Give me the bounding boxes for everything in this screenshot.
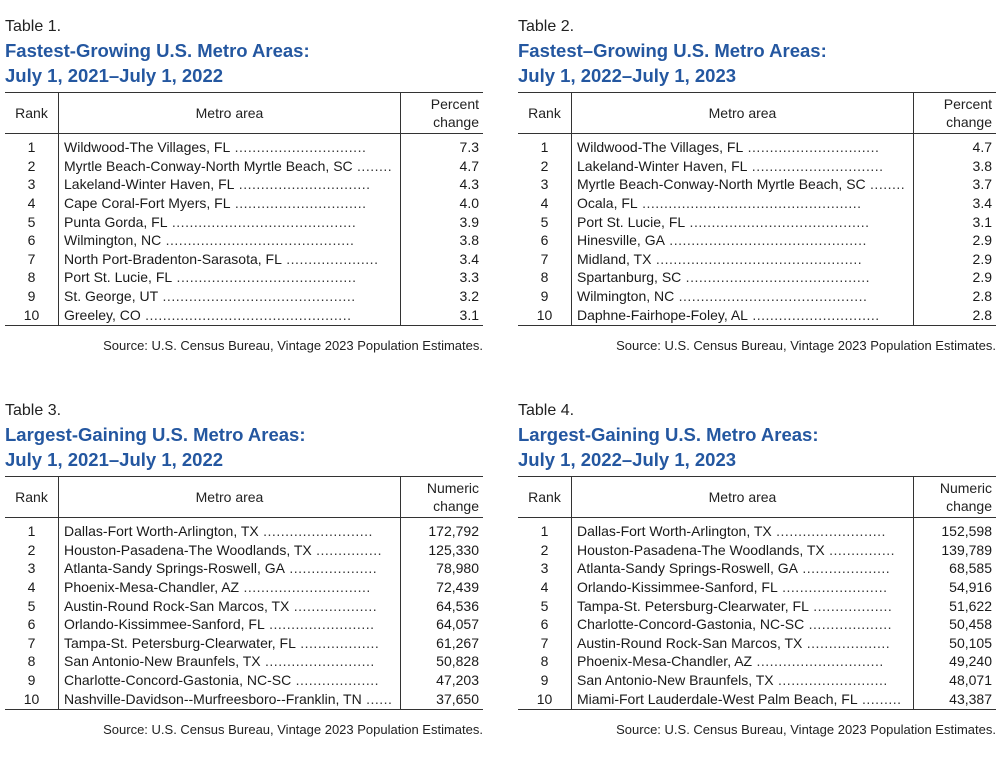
metro-column-header: Metro area: [572, 477, 914, 518]
rank-cell: 4: [518, 578, 572, 597]
metro-cell: [572, 578, 914, 597]
dot-leader: ..........................................: [167, 213, 357, 230]
dot-leader: ..............................: [743, 139, 880, 156]
metro-name: Orlando-Kissimmee-Sanford, FL: [577, 579, 778, 596]
rank-cell: 8: [518, 268, 572, 287]
table-row: [518, 634, 996, 653]
metro-name: Tampa-St. Petersburg-Clearwater, FL: [64, 634, 296, 651]
metro-cell: [59, 134, 401, 157]
rank-cell: 9: [518, 287, 572, 306]
value-cell: 2.9: [914, 268, 997, 287]
dot-leader: ...................: [291, 672, 379, 689]
value-cell: 2.9: [914, 231, 997, 250]
table-1-panel: [5, 16, 483, 353]
metro-name: Houston-Pasadena-The Woodlands, TX: [577, 541, 825, 558]
value-cell: 78,980: [401, 559, 484, 578]
metro-cell: [59, 268, 401, 287]
table-row: [518, 596, 996, 615]
table-row: [518, 287, 996, 306]
value-cell: 3.4: [914, 194, 997, 213]
dot-leader: ..................: [295, 634, 380, 651]
rank-cell: 4: [5, 194, 59, 213]
rank-cell: 5: [5, 212, 59, 231]
rank-cell: 10: [518, 305, 572, 325]
metro-name: Lakeland-Winter Haven, FL: [64, 176, 235, 193]
table-row: [5, 194, 483, 213]
dot-leader: .............................................: [664, 232, 867, 249]
rank-cell: 7: [5, 250, 59, 269]
dot-leader: ...........................................: [674, 288, 868, 305]
metro-name: Midland, TX: [577, 250, 652, 267]
rank-cell: 8: [5, 652, 59, 671]
dot-leader: .............................: [239, 579, 371, 596]
rank-cell: 6: [5, 615, 59, 634]
metro-cell: [59, 305, 401, 325]
dot-leader: ..............................: [230, 195, 367, 212]
metro-cell: [59, 596, 401, 615]
table-row: [5, 231, 483, 250]
value-cell: 50,828: [401, 652, 484, 671]
table-title: [518, 422, 996, 472]
value-cell: 3.2: [401, 287, 484, 306]
rank-cell: 3: [518, 175, 572, 194]
rank-cell: 2: [5, 541, 59, 560]
metro-cell: [59, 615, 401, 634]
metro-cell: [572, 134, 914, 157]
value-header-line-2: change: [433, 498, 479, 514]
table-title-line-1: Fastest-Growing U.S. Metro Areas:: [5, 40, 310, 61]
rank-cell: 10: [5, 689, 59, 709]
metro-name: Austin-Round Rock-San Marcos, TX: [64, 597, 290, 614]
dot-leader: ...............: [311, 541, 382, 558]
table-title: [5, 38, 483, 88]
table-row: [5, 268, 483, 287]
dot-leader: .........................................: [172, 269, 357, 286]
metro-name: Orlando-Kissimmee-Sanford, FL: [64, 616, 265, 633]
metro-cell: [59, 541, 401, 560]
value-column-header: [914, 93, 997, 134]
source-note: Source: U.S. Census Bureau, Vintage 2023 Population Estimates.: [103, 337, 483, 353]
metro-name: Atlanta-Sandy Springs-Roswell, GA: [577, 560, 798, 577]
table-title-line-1: Fastest–Growing U.S. Metro Areas:: [518, 40, 827, 61]
rank-cell: 2: [5, 157, 59, 176]
metro-cell: [59, 634, 401, 653]
rank-column-header: Rank: [5, 477, 59, 518]
table-row: [518, 134, 996, 157]
dot-leader: ............................................: [158, 288, 356, 305]
value-cell: 172,792: [401, 518, 484, 541]
rank-cell: 1: [5, 518, 59, 541]
dot-leader: ........: [352, 157, 393, 174]
rank-cell: 4: [518, 194, 572, 213]
metro-cell: [572, 518, 914, 541]
table-row: [5, 652, 483, 671]
metro-cell: [59, 689, 401, 709]
dot-leader: ...................: [804, 616, 892, 633]
dot-leader: .........................: [773, 672, 888, 689]
table-title-line-1: Largest-Gaining U.S. Metro Areas:: [518, 424, 819, 445]
metro-name: Dallas-Fort Worth-Arlington, TX: [64, 523, 259, 540]
dot-leader: ..........................................: [681, 269, 871, 286]
rank-cell: 8: [518, 652, 572, 671]
value-header-line-2: change: [433, 114, 479, 130]
table-row: [5, 559, 483, 578]
value-cell: 4.7: [914, 134, 997, 157]
table-row: [5, 175, 483, 194]
metro-name: Port St. Lucie, FL: [64, 269, 173, 286]
metro-cell: [572, 615, 914, 634]
metro-name: Hinesville, GA: [577, 232, 665, 249]
metro-name: Charlotte-Concord-Gastonia, NC-SC: [64, 672, 292, 689]
value-cell: 43,387: [914, 689, 997, 709]
table-row: [5, 689, 483, 709]
value-cell: 3.8: [914, 157, 997, 176]
header-row: [5, 477, 483, 518]
value-cell: 125,330: [401, 541, 484, 560]
rank-cell: 3: [5, 559, 59, 578]
value-cell: 139,789: [914, 541, 997, 560]
value-cell: 2.9: [914, 250, 997, 269]
value-header-line-2: change: [946, 114, 992, 130]
metro-name: Nashville-Davidson--Murfreesboro--Franklin, TN: [64, 690, 362, 707]
metro-name: Port St. Lucie, FL: [577, 213, 686, 230]
table-label: Table 2.: [518, 18, 575, 35]
dot-leader: ...............: [824, 541, 895, 558]
value-cell: 50,105: [914, 634, 997, 653]
dot-leader: ........................: [264, 616, 375, 633]
table-row: [518, 175, 996, 194]
table-label: Table 4.: [518, 402, 575, 419]
table-label: Table 1.: [5, 18, 62, 35]
metro-cell: [59, 287, 401, 306]
metro-name: San Antonio-New Braunfels, TX: [577, 672, 774, 689]
metro-name: Ocala, FL: [577, 195, 638, 212]
value-cell: 47,203: [401, 671, 484, 690]
metro-cell: [572, 157, 914, 176]
rank-cell: 8: [5, 268, 59, 287]
source-note: Source: U.S. Census Bureau, Vintage 2023 Population Estimates.: [616, 721, 996, 737]
header-row: [518, 477, 996, 518]
rank-column-header: Rank: [518, 477, 572, 518]
metro-name: Wilmington, NC: [64, 232, 162, 249]
dot-leader: ........................: [777, 579, 888, 596]
ranking-table: [5, 476, 483, 710]
table-title: [518, 38, 996, 88]
value-cell: 61,267: [401, 634, 484, 653]
value-column-header: [401, 93, 484, 134]
metro-name: Myrtle Beach-Conway-North Myrtle Beach, SC: [577, 176, 866, 193]
metro-name: Miami-Fort Lauderdale-West Palm Beach, FL: [577, 690, 858, 707]
value-cell: 37,650: [401, 689, 484, 709]
value-cell: 2.8: [914, 287, 997, 306]
rank-cell: 7: [518, 634, 572, 653]
metro-name: North Port-Bradenton-Sarasota, FL: [64, 250, 282, 267]
value-header-line-2: change: [946, 498, 992, 514]
rank-cell: 10: [5, 305, 59, 325]
value-header-line-1: Percent: [943, 96, 992, 112]
metro-name: San Antonio-New Braunfels, TX: [64, 653, 261, 670]
source-note: Source: U.S. Census Bureau, Vintage 2023 Population Estimates.: [103, 721, 483, 737]
metro-cell: [572, 541, 914, 560]
metro-cell: [59, 671, 401, 690]
rank-cell: 5: [518, 596, 572, 615]
rank-column-header: Rank: [5, 93, 59, 134]
table-row: [518, 250, 996, 269]
metro-cell: [59, 194, 401, 213]
metro-name: Austin-Round Rock-San Marcos, TX: [577, 634, 803, 651]
table-row: [5, 287, 483, 306]
dot-leader: .........................................: [685, 213, 870, 230]
table-row: [5, 518, 483, 541]
metro-cell: [59, 578, 401, 597]
value-cell: 50,458: [914, 615, 997, 634]
value-cell: 64,536: [401, 596, 484, 615]
table-row: [5, 671, 483, 690]
value-cell: 4.7: [401, 157, 484, 176]
table-row: [5, 157, 483, 176]
table-row: [518, 615, 996, 634]
rank-cell: 6: [5, 231, 59, 250]
value-cell: 152,598: [914, 518, 997, 541]
table-title: [5, 422, 483, 472]
metro-cell: [59, 518, 401, 541]
value-cell: 72,439: [401, 578, 484, 597]
value-cell: 3.1: [401, 305, 484, 325]
table-row: [5, 596, 483, 615]
dot-leader: .............................: [752, 653, 884, 670]
value-cell: 3.1: [914, 212, 997, 231]
metro-name: Wildwood-The Villages, FL: [577, 139, 744, 156]
rank-cell: 6: [518, 615, 572, 634]
metro-name: Greeley, CO: [64, 306, 141, 323]
metro-name: Atlanta-Sandy Springs-Roswell, GA: [64, 560, 285, 577]
value-cell: 49,240: [914, 652, 997, 671]
dot-leader: ..............................: [747, 157, 884, 174]
table-row: [518, 157, 996, 176]
metro-cell: [572, 559, 914, 578]
header-row: [518, 93, 996, 134]
dot-leader: ...................: [289, 597, 378, 614]
table-row: [518, 689, 996, 709]
dot-leader: ...............................................: [140, 306, 352, 323]
table-row: [5, 615, 483, 634]
table-row: [5, 250, 483, 269]
dot-leader: ....................: [798, 560, 891, 577]
table-row: [5, 541, 483, 560]
table-row: [518, 671, 996, 690]
table-2-panel: [518, 16, 996, 353]
value-cell: 3.4: [401, 250, 484, 269]
dot-leader: ..................: [808, 597, 893, 614]
table-row: [5, 212, 483, 231]
table-row: [518, 652, 996, 671]
metro-name: Tampa-St. Petersburg-Clearwater, FL: [577, 597, 809, 614]
metro-name: Charlotte-Concord-Gastonia, NC-SC: [577, 616, 805, 633]
dot-leader: ..............................: [230, 139, 367, 156]
metro-cell: [59, 559, 401, 578]
table-title-line-2: July 1, 2022–July 1, 2023: [518, 449, 737, 470]
metro-cell: [59, 231, 401, 250]
dot-leader: .........................: [771, 523, 886, 540]
metro-cell: [59, 652, 401, 671]
ranking-table: [518, 92, 996, 326]
metro-column-header: Metro area: [59, 93, 401, 134]
metro-name: Dallas-Fort Worth-Arlington, TX: [577, 523, 772, 540]
value-cell: 3.3: [401, 268, 484, 287]
table-title-line-2: July 1, 2022–July 1, 2023: [518, 65, 737, 86]
rank-cell: 5: [5, 596, 59, 615]
value-cell: 48,071: [914, 671, 997, 690]
metro-name: Spartanburg, SC: [577, 269, 682, 286]
table-row: [518, 194, 996, 213]
table-row: [518, 559, 996, 578]
table-row: [5, 134, 483, 157]
metro-cell: [572, 212, 914, 231]
metro-cell: [59, 212, 401, 231]
table-row: [518, 541, 996, 560]
table-4-panel: [518, 400, 996, 737]
table-row: [518, 268, 996, 287]
dot-leader: ...........................................: [161, 232, 355, 249]
metro-name: Lakeland-Winter Haven, FL: [577, 157, 748, 174]
metro-name: Punta Gorda, FL: [64, 213, 168, 230]
source-note: Source: U.S. Census Bureau, Vintage 2023 Population Estimates.: [616, 337, 996, 353]
table-row: [518, 231, 996, 250]
value-cell: 68,585: [914, 559, 997, 578]
dot-leader: ..................................................: [637, 195, 862, 212]
value-cell: 3.7: [914, 175, 997, 194]
metro-cell: [572, 175, 914, 194]
table-row: [518, 578, 996, 597]
rank-cell: 1: [518, 134, 572, 157]
metro-cell: [572, 634, 914, 653]
table-row: [518, 212, 996, 231]
metro-name: Phoenix-Mesa-Chandler, AZ: [64, 579, 240, 596]
metro-cell: [572, 287, 914, 306]
value-header-line-1: Percent: [430, 96, 479, 112]
value-column-header: [914, 477, 997, 518]
rank-column-header: Rank: [518, 93, 572, 134]
metro-cell: [59, 175, 401, 194]
metro-cell: [572, 652, 914, 671]
value-cell: 51,622: [914, 596, 997, 615]
rank-cell: 3: [5, 175, 59, 194]
ranking-table: [5, 92, 483, 326]
metro-cell: [572, 268, 914, 287]
table-row: [518, 518, 996, 541]
value-cell: 54,916: [914, 578, 997, 597]
table-title-line-2: July 1, 2021–July 1, 2022: [5, 65, 224, 86]
ranking-table: [518, 476, 996, 710]
rank-cell: 9: [5, 287, 59, 306]
metro-cell: [572, 250, 914, 269]
table-label: Table 3.: [5, 402, 62, 419]
rank-cell: 9: [5, 671, 59, 690]
metro-column-header: Metro area: [59, 477, 401, 518]
metro-name: Cape Coral-Fort Myers, FL: [64, 195, 231, 212]
table-row: [518, 305, 996, 325]
table-title-line-1: Largest-Gaining U.S. Metro Areas:: [5, 424, 306, 445]
value-cell: 3.9: [401, 212, 484, 231]
rank-cell: 4: [5, 578, 59, 597]
rank-cell: 2: [518, 541, 572, 560]
metro-cell: [572, 305, 914, 325]
value-cell: 3.8: [401, 231, 484, 250]
value-cell: 64,057: [401, 615, 484, 634]
rank-cell: 10: [518, 689, 572, 709]
metro-cell: [59, 250, 401, 269]
dot-leader: ..............................: [234, 176, 371, 193]
dot-leader: ...............................................: [651, 250, 863, 267]
metro-cell: [572, 671, 914, 690]
dot-leader: .........................: [260, 653, 375, 670]
metro-cell: [572, 596, 914, 615]
metro-name: Wilmington, NC: [577, 288, 675, 305]
metro-cell: [572, 231, 914, 250]
table-row: [5, 305, 483, 325]
metro-column-header: Metro area: [572, 93, 914, 134]
value-cell: 4.0: [401, 194, 484, 213]
value-cell: 7.3: [401, 134, 484, 157]
rank-cell: 7: [5, 634, 59, 653]
header-row: [5, 93, 483, 134]
table-title-line-2: July 1, 2021–July 1, 2022: [5, 449, 224, 470]
dot-leader: .....................: [281, 250, 379, 267]
rank-cell: 2: [518, 157, 572, 176]
metro-cell: [59, 157, 401, 176]
metro-cell: [572, 194, 914, 213]
dot-leader: ....................: [285, 560, 378, 577]
rank-cell: 3: [518, 559, 572, 578]
metro-name: St. George, UT: [64, 288, 159, 305]
metro-cell: [572, 689, 914, 709]
value-cell: 2.8: [914, 305, 997, 325]
rank-cell: 5: [518, 212, 572, 231]
rank-cell: 1: [5, 134, 59, 157]
metro-name: Daphne-Fairhope-Foley, AL: [577, 306, 748, 323]
dot-leader: ...................: [802, 634, 891, 651]
metro-name: Phoenix-Mesa-Chandler, AZ: [577, 653, 753, 670]
dot-leader: ......: [361, 690, 393, 707]
metro-name: Myrtle Beach-Conway-North Myrtle Beach, SC: [64, 157, 353, 174]
dot-leader: ........: [865, 176, 906, 193]
rank-cell: 9: [518, 671, 572, 690]
dot-leader: .........: [857, 690, 902, 707]
value-cell: 4.3: [401, 175, 484, 194]
metro-name: Houston-Pasadena-The Woodlands, TX: [64, 541, 312, 558]
value-column-header: [401, 477, 484, 518]
dot-leader: .............................: [747, 306, 880, 323]
value-header-line-1: Numeric: [939, 480, 992, 496]
rank-cell: 6: [518, 231, 572, 250]
rank-cell: 7: [518, 250, 572, 269]
value-header-line-1: Numeric: [426, 480, 479, 496]
table-row: [5, 578, 483, 597]
rank-cell: 1: [518, 518, 572, 541]
dot-leader: .........................: [258, 523, 373, 540]
table-3-panel: [5, 400, 483, 737]
table-row: [5, 634, 483, 653]
metro-name: Wildwood-The Villages, FL: [64, 139, 231, 156]
